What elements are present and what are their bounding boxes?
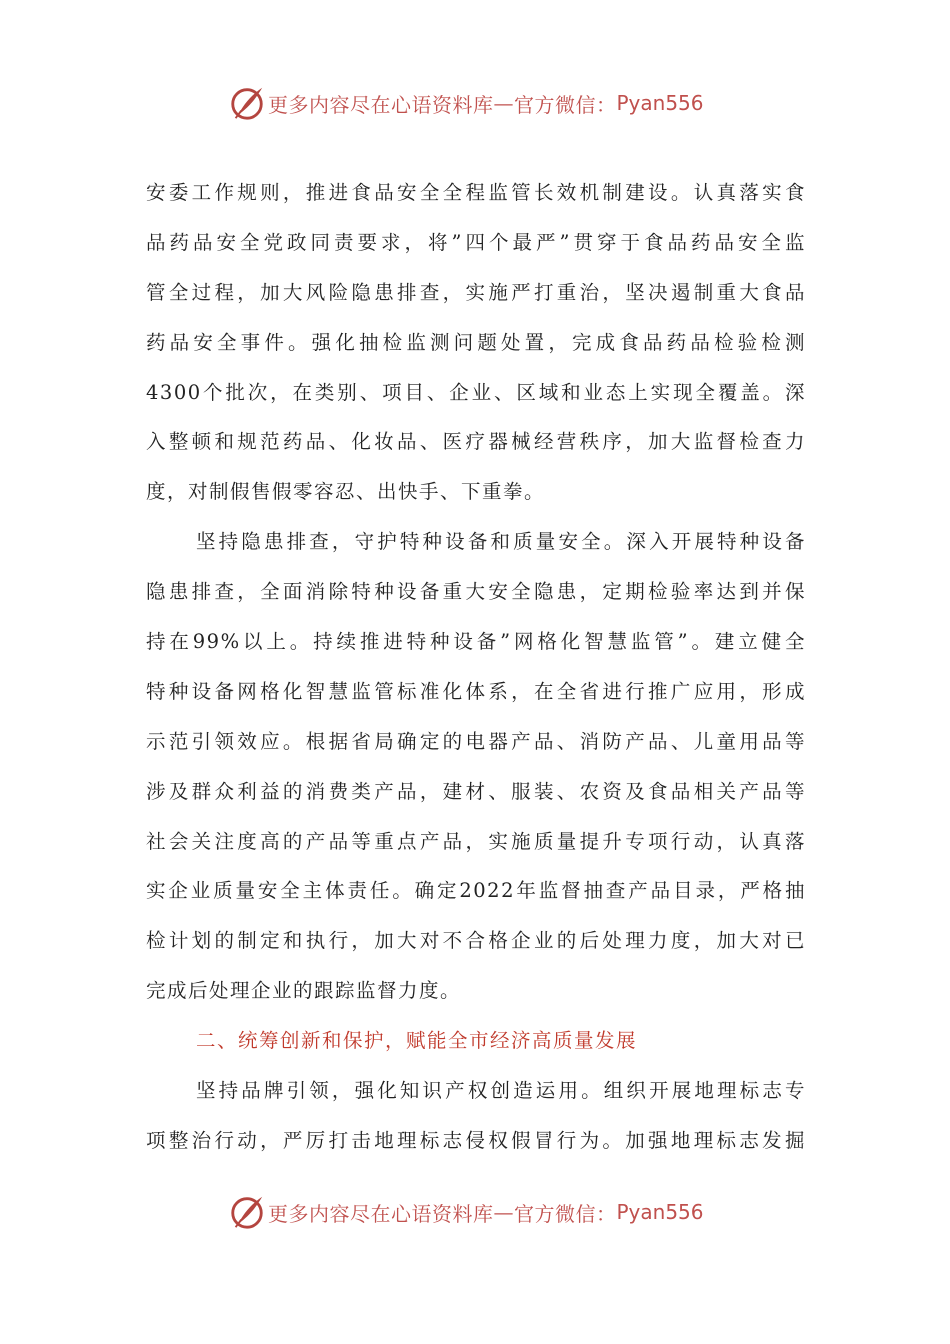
body-line: 项整治行动，严厉打击地理标志侵权假冒行为。加强地理标志发掘	[146, 1128, 806, 1152]
banner-main-text: 更多内容尽在心语资料库	[268, 92, 494, 117]
feather-pen-logo-icon	[228, 84, 266, 122]
body-line: 4300个批次，在类别、项目、企业、区域和业态上实现全覆盖。深	[146, 380, 806, 404]
body-line: 实企业质量安全主体责任。确定2022年监督抽查产品目录，严格抽	[146, 879, 806, 903]
paragraph-first-line: 坚持品牌引领，强化知识产权创造运用。组织开展地理标志专	[196, 1079, 806, 1103]
feather-pen-logo-icon	[228, 1193, 266, 1231]
body-line: 品药品安全党政同责要求，将”四个最严”贯穿于食品药品安全监	[146, 230, 806, 254]
body-line: 示范引领效应。根据省局确定的电器产品、消防产品、儿童用品等	[146, 729, 806, 753]
banner-wechat-id: Pyan556	[616, 1200, 704, 1224]
body-line: 入整顿和规范药品、化妆品、医疗器械经营秩序，加大监督检查力	[146, 430, 806, 454]
banner-dash: —	[493, 1200, 514, 1224]
banner-wechat-id: Pyan556	[616, 91, 704, 115]
body-line: 涉及群众利益的消费类产品，建材、服装、农资及食品相关产品等	[146, 779, 806, 803]
paragraph-first-line: 坚持隐患排查，守护特种设备和质量安全。深入开展特种设备	[196, 530, 806, 554]
banner-main-text: 更多内容尽在心语资料库	[268, 1201, 494, 1226]
body-line: 特种设备网格化智慧监管标准化体系，在全省进行推广应用，形成	[146, 679, 806, 703]
body-line: 隐患排查，全面消除特种设备重大安全隐患，定期检验率达到并保	[146, 580, 806, 604]
body-line: 度，对制假售假零容忍、出快手、下重拳。	[146, 480, 546, 504]
body-line: 管全过程，加大风险隐患排查，实施严打重治，坚决遏制重大食品	[146, 280, 806, 304]
document-body	[146, 168, 806, 1166]
body-line: 持在99%以上。持续推进特种设备”网格化智慧监管”。建立健全	[146, 630, 806, 654]
body-line: 完成后处理企业的跟踪监督力度。	[146, 979, 462, 1003]
banner-dash: —	[493, 91, 514, 115]
body-line: 检计划的制定和执行，加大对不合格企业的后处理力度，加大对已	[146, 929, 806, 953]
body-line: 社会关注度高的产品等重点产品，实施质量提升专项行动，认真落	[146, 829, 806, 853]
footer-banner	[228, 1191, 704, 1233]
body-line: 安委工作规则，推进食品安全全程监管长效机制建设。认真落实食	[146, 181, 806, 204]
banner-wechat-label: 官方微信：	[514, 92, 617, 117]
header-banner	[228, 82, 704, 124]
body-line: 药品安全事件。强化抽检监测问题处置，完成食品药品检验检测	[146, 330, 806, 354]
section-heading: 二、统筹创新和保护，赋能全市经济高质量发展	[196, 1029, 638, 1053]
banner-wechat-label: 官方微信：	[514, 1201, 617, 1226]
